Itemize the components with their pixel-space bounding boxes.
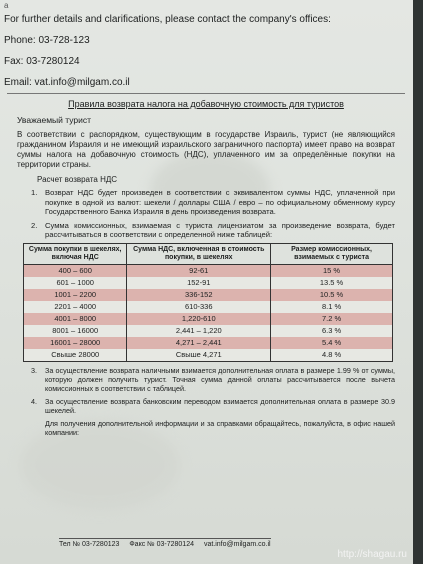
contact-lead: For further details and clarifications, please contact the company's offices: <box>4 14 331 25</box>
list-item <box>31 365 395 393</box>
calc-heading: Расчет возврата НДС <box>37 175 118 184</box>
table-row <box>24 349 393 362</box>
closing-note: Для получения дополнительной информации и за справками обращайтесь, пожалуйста, в офис нашей компании: <box>45 418 395 437</box>
cell-purchase: 601 – 1000 <box>24 277 127 289</box>
cell-commission: 7.2 % <box>271 313 393 325</box>
list-number: 2. <box>31 220 38 230</box>
list-text: Сумма комиссионных, взимаемая с туриста лицензиатом за произведение возврата, будет рассчитываться в соответствии с определенной ниже таблицей: <box>45 220 395 239</box>
commission-table <box>23 243 393 362</box>
contact-fax: Fax: 03-7280124 <box>4 56 80 67</box>
cell-vat: 336-152 <box>127 289 271 301</box>
intro-paragraph: В соответствии с распорядком, существующим в государстве Израиль, турист (не являющийся гражданином Израиля и не имеющий израильского заграничного паспорта) имеет право на возврат суммы налога на добавочную стоимость (НДС), уплаченного им за определённые покупки на территории страны. <box>17 130 395 169</box>
column-header: Размер комиссионных, взимаемых с туриста <box>271 243 393 264</box>
cell-vat: Свыше 4,271 <box>127 349 271 362</box>
table-row <box>24 337 393 349</box>
list-number: 1. <box>31 188 38 197</box>
cell-purchase: 8001 – 16000 <box>24 325 127 337</box>
cell-commission: 6.3 % <box>271 325 393 337</box>
list-number: 3. <box>31 365 37 375</box>
contact-phone: Phone: 03-728-123 <box>4 35 90 46</box>
cell-purchase: 400 – 600 <box>24 264 127 277</box>
cell-commission: 5.4 % <box>271 337 393 349</box>
list-number: 4. <box>31 396 37 406</box>
cell-vat: 2,441 – 1,220 <box>127 325 271 337</box>
contact-email: Email: vat.info@milgam.co.il <box>4 77 130 88</box>
cell-vat: 1,220-610 <box>127 313 271 325</box>
table-row <box>24 264 393 277</box>
contact-block <box>4 0 409 89</box>
cell-purchase: 2201 – 4000 <box>24 301 127 313</box>
vat-refund-rules <box>7 93 405 549</box>
cell-purchase: Свыше 28000 <box>24 349 127 362</box>
cell-commission: 15 % <box>271 264 393 277</box>
footer-fax: Факс № 03-7280124 <box>129 541 194 548</box>
table-row <box>24 325 393 337</box>
column-header: Сумма покупки в шекелях, включая НДС <box>24 243 127 264</box>
watermark: http://shagau.ru <box>337 549 407 560</box>
column-header: Сумма НДС, включенная в стоимость покупки, в шекелях <box>127 243 271 264</box>
table-row <box>24 313 393 325</box>
list-text: За осуществление возврата наличными взимается дополнительная оплата в размере 1.99 % от суммы, которую должен получить турист. Точная сумма данной оплаты рассчитывается после вычета комиссионных в соответствии с таблицей. <box>45 365 395 393</box>
cell-purchase: 4001 – 8000 <box>24 313 127 325</box>
list-item <box>31 188 395 217</box>
cell-commission: 10.5 % <box>271 289 393 301</box>
footer-email: vat.info@milgam.co.il <box>203 541 271 548</box>
greeting: Уважаемый турист <box>17 115 92 125</box>
cell-commission: 8.1 % <box>271 301 393 313</box>
cell-vat: 4,271 – 2,441 <box>127 337 271 349</box>
doc-title: Правила возврата налога на добавочную стоимость для туристов <box>68 99 344 109</box>
cell-commission: 4.8 % <box>271 349 393 362</box>
table-row <box>24 277 393 289</box>
footer-phone: Тел № 03-7280123 <box>59 541 120 548</box>
cut-off-text: a <box>4 1 9 8</box>
list-item <box>31 396 395 415</box>
table-row <box>24 289 393 301</box>
cell-purchase: 1001 – 2200 <box>24 289 127 301</box>
table-header-row <box>24 243 393 264</box>
footer-contacts <box>59 538 271 548</box>
list-item <box>31 220 395 240</box>
cell-commission: 13.5 % <box>271 277 393 289</box>
cell-vat: 610-336 <box>127 301 271 313</box>
list-text: За осуществление возврата банковским переводом взимается дополнительная оплата в размере 30.9 шекелей. <box>45 396 395 415</box>
cell-vat: 152-91 <box>127 277 271 289</box>
photo-frame-edge <box>413 0 423 564</box>
list-text: Возврат НДС будет произведен в соответствии с эквивалентом суммы НДС, уплаченной при покупке в одной из валют: шекели / доллары США / евро – по официальному обменному курсу Государственного Банка Израиля в день произведения возврата. <box>45 188 395 216</box>
cell-purchase: 16001 – 28000 <box>24 337 127 349</box>
table-row <box>24 301 393 313</box>
cell-vat: 92-61 <box>127 264 271 277</box>
